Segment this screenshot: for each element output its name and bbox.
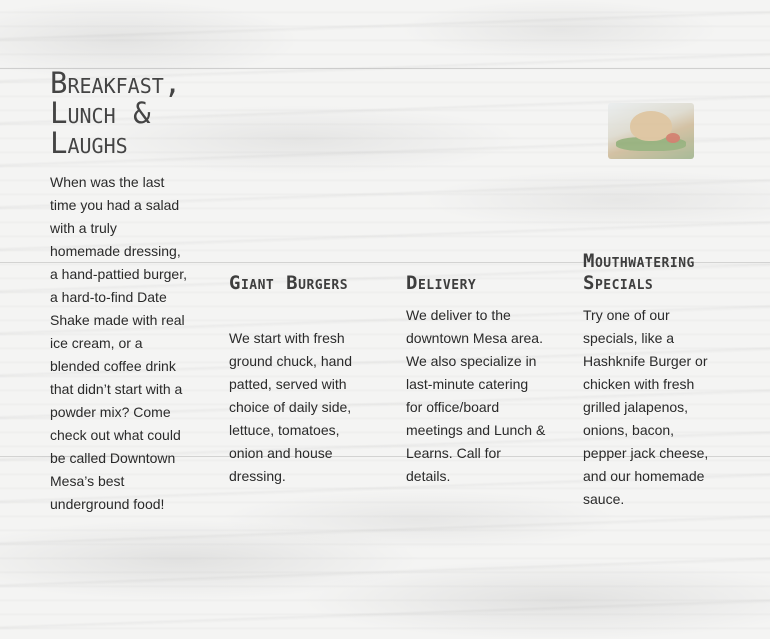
- giant-burgers-text: We start with fresh ground chuck, hand patted, served with choice of daily side, lettuce, tomatoes, onion and house dressing.: [229, 330, 352, 484]
- specials-title: Mouthwatering Specials: [583, 250, 695, 294]
- delivery-title: Delivery: [406, 272, 477, 294]
- specials-text: Try one of our specials, like a Hashknife Burger or chicken with fresh grilled jalapenos, onions, bacon, pepper jack cheese, and our homemade sauce.: [583, 307, 709, 507]
- giant-burgers-title: Giant Burgers: [229, 272, 349, 294]
- section-title: Breakfast, Lunch & Laughs: [50, 66, 182, 160]
- intro-paragraph: When was the last time you had a salad with a truly homemade dressing, a hand-pattied burger, a hard-to-find Date Shake made with real ice cream, or a blended coffee drink that didn’t start with a powder mix? Come check out what could be called Downtown Mesa’s best underground food!: [50, 174, 187, 512]
- delivery-text: We deliver to the downtown Mesa area. We also specialize in last-minute catering for office/board meetings and Lunch & Learns. Call for details.: [406, 307, 546, 484]
- burger-photo: [608, 103, 694, 159]
